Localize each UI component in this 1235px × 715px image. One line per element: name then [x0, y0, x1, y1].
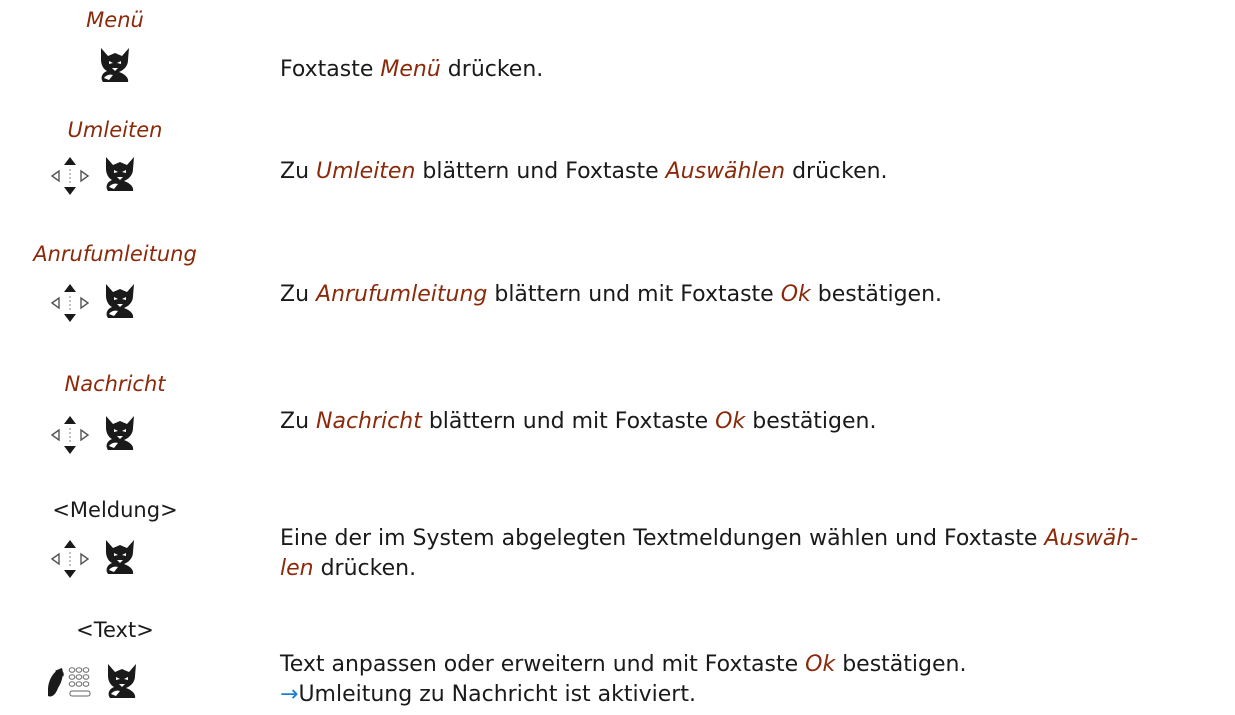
step-key-label: <Text> [76, 618, 154, 642]
step-key-label: Anrufumleitung [33, 242, 197, 266]
step-key-label: <Meldung> [52, 498, 178, 522]
softkey-term: Auswäh- [1044, 526, 1139, 551]
description-text: Zu [280, 409, 317, 434]
step-description [280, 650, 1220, 710]
step-description [280, 524, 1220, 584]
keypad-icon [46, 660, 96, 700]
step-key-label: Menü [86, 8, 144, 32]
softkey-term: Menü [380, 57, 441, 82]
description-text: Zu [280, 159, 317, 184]
navigation-key-icon [48, 412, 92, 458]
softkey-term: Ok [780, 282, 811, 307]
description-text: blättern und mit Foxtaste [421, 409, 716, 434]
step-key-label: Nachricht [64, 372, 166, 396]
fox-key-icon [100, 153, 140, 193]
description-text: Eine der im System abgelegten Textmeldungen wählen und Foxtaste [280, 526, 1045, 551]
softkey-term: Anrufumleitung [316, 282, 488, 307]
navigation-key-icon [48, 153, 92, 199]
description-text: drücken. [440, 57, 544, 82]
description-text: Text anpassen oder erweitern und mit Foxtaste [280, 652, 806, 677]
softkey-term: Umleiten [316, 159, 416, 184]
softkey-term: Nachricht [316, 409, 422, 434]
softkey-term: Ok [715, 409, 746, 434]
description-text: bestätigen. [835, 652, 967, 677]
softkey-term: Ok [805, 652, 836, 677]
description-text: blättern und Foxtaste [415, 159, 666, 184]
description-text: bestätigen. [810, 282, 943, 307]
result-arrow-icon: → [280, 682, 299, 707]
description-text: Umleitung zu Nachricht ist aktiviert. [298, 682, 696, 707]
description-text: drücken. [313, 556, 417, 581]
description-text: bestätigen. [745, 409, 877, 434]
step-description [280, 407, 1220, 437]
fox-key-icon [100, 536, 140, 576]
description-text: blättern und mit Foxtaste [487, 282, 781, 307]
step-description [280, 157, 1220, 187]
description-text: Foxtaste [280, 57, 381, 82]
softkey-term: len [280, 556, 314, 581]
navigation-key-icon [48, 280, 92, 326]
step-description [280, 55, 1220, 85]
description-text: drücken. [785, 159, 888, 184]
fox-key-icon [100, 412, 140, 452]
navigation-key-icon [48, 536, 92, 582]
step-key-label: Umleiten [67, 118, 163, 142]
step-description [280, 280, 1220, 310]
fox-key-icon [100, 280, 140, 320]
softkey-term: Auswählen [665, 159, 786, 184]
fox-key-icon [95, 44, 135, 84]
description-text: Zu [280, 282, 317, 307]
fox-key-icon [102, 660, 142, 700]
